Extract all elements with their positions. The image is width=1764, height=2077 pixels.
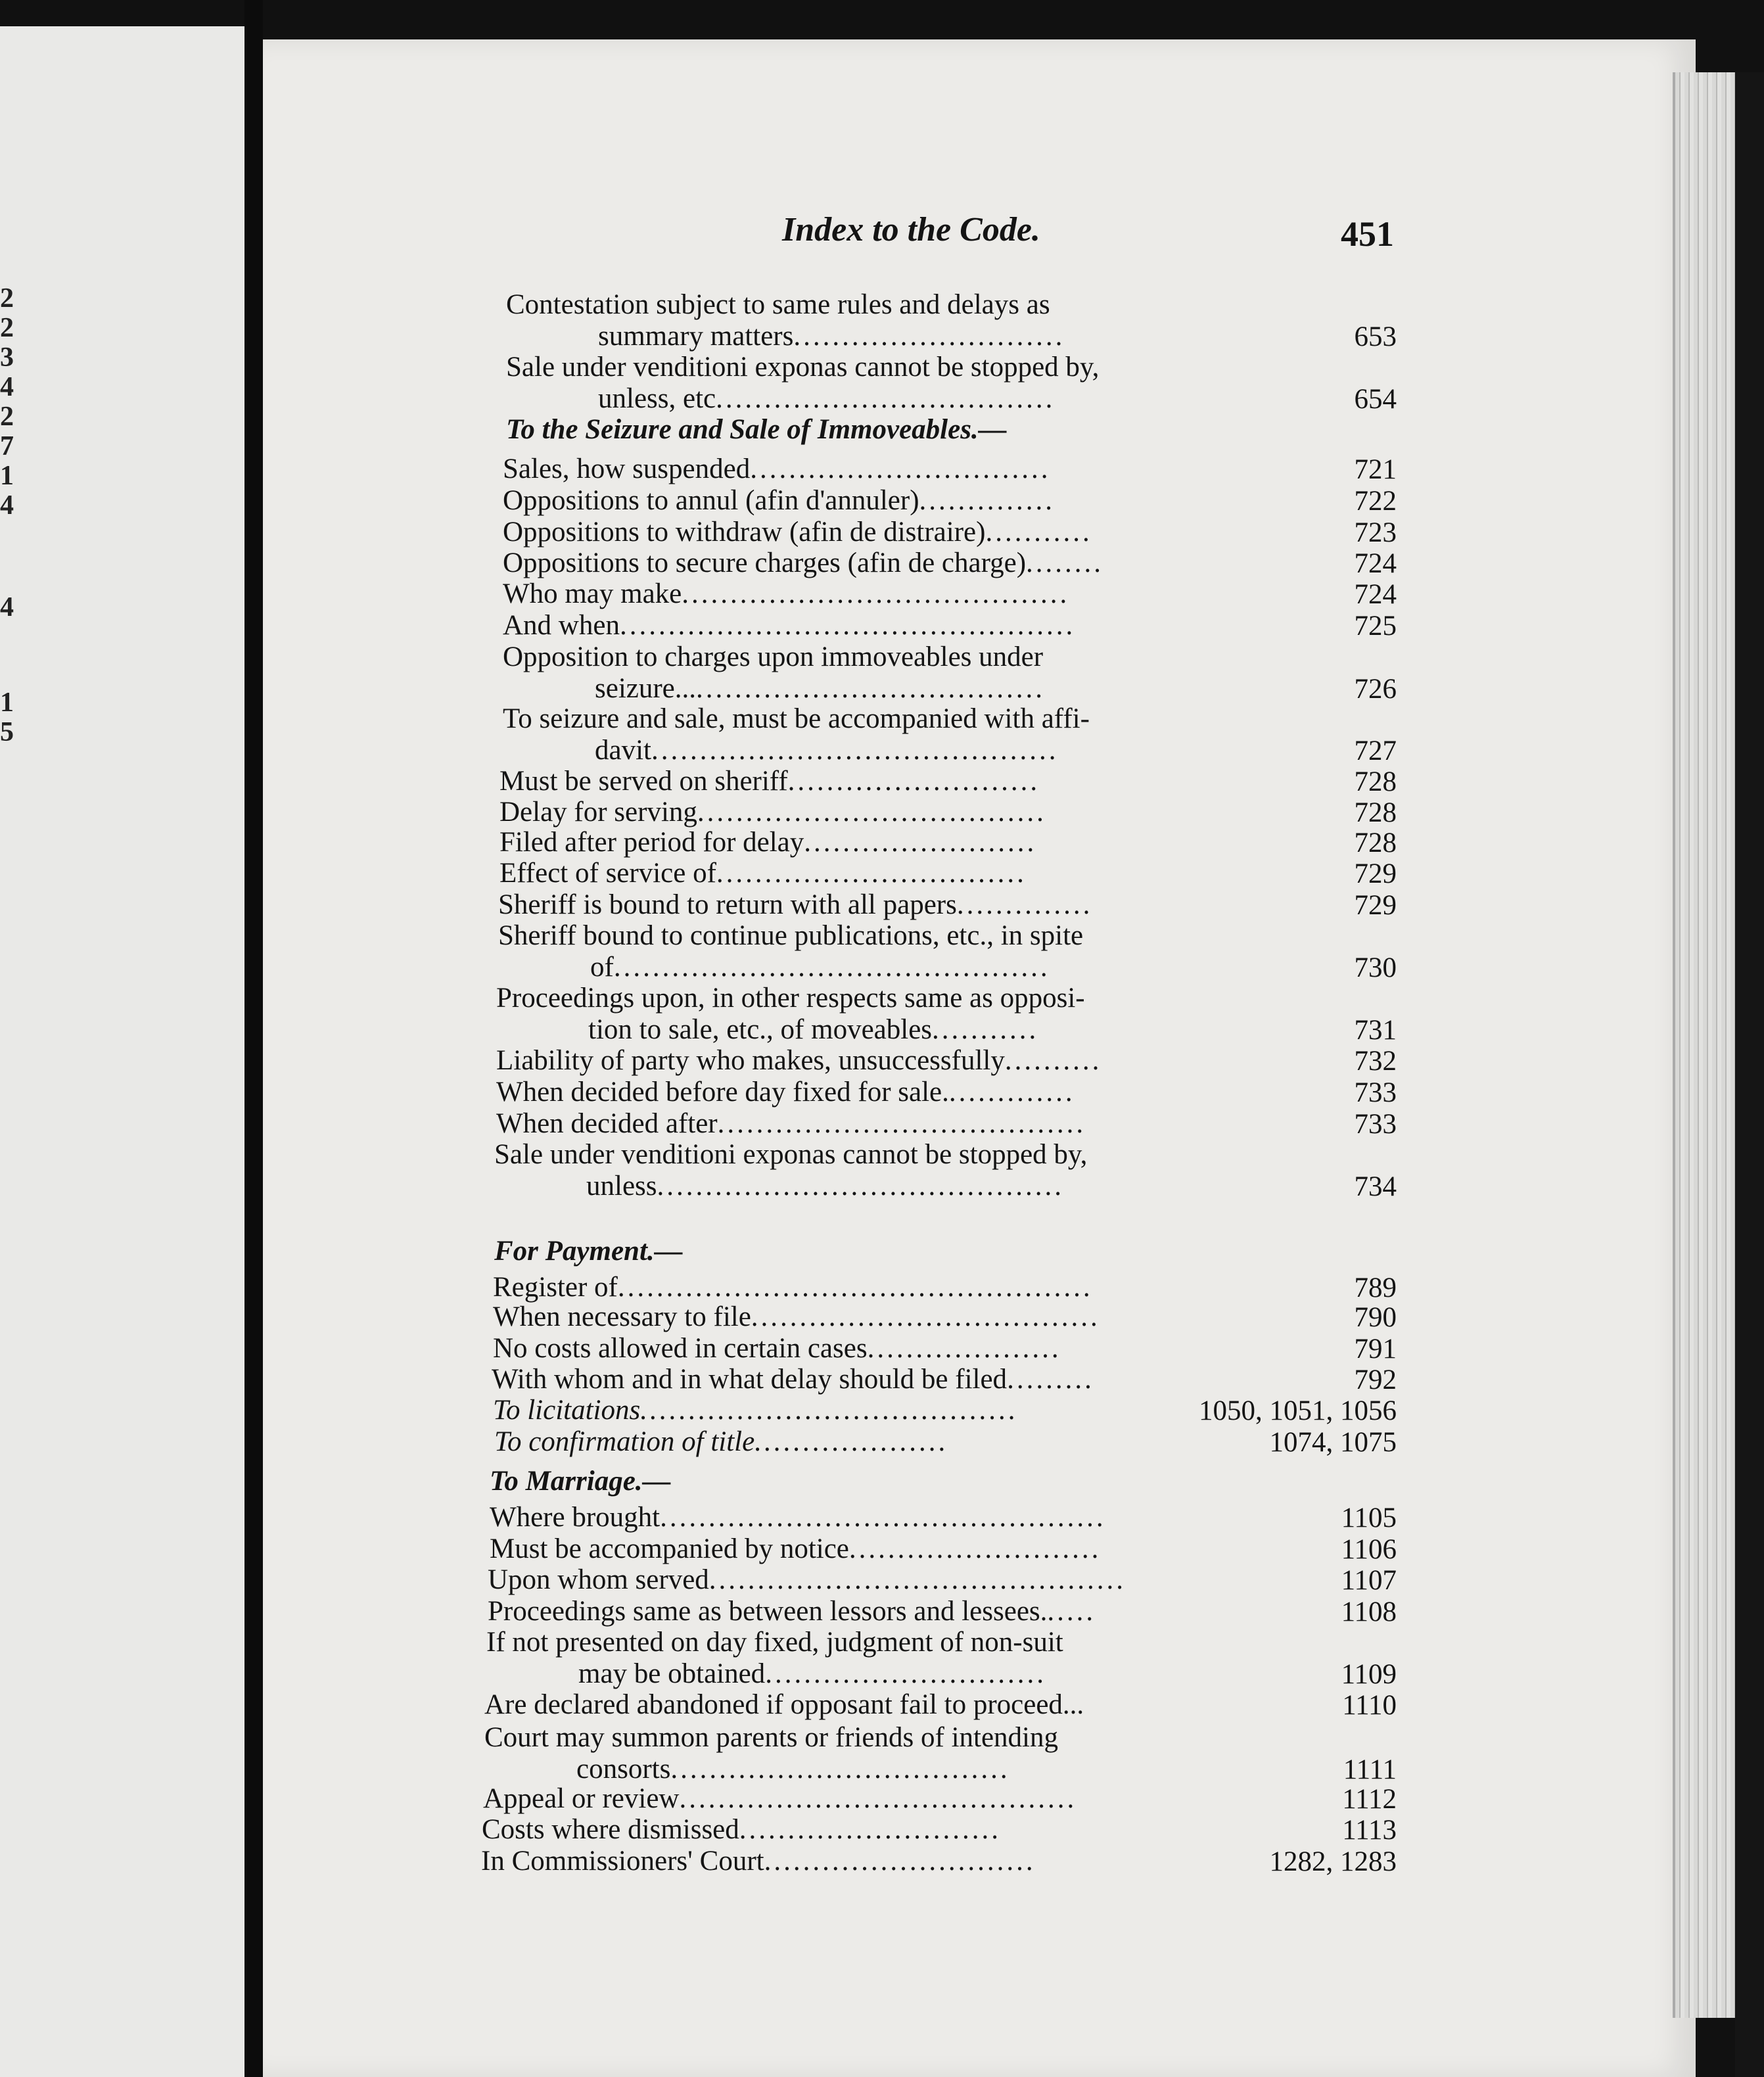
leader-dots: ........................................... bbox=[708, 1564, 1126, 1595]
running-header: Index to the Code. bbox=[782, 211, 1040, 248]
entry-text: Proceedings upon, in other respects same as opposi- bbox=[496, 983, 1085, 1014]
left-fragment: 1 bbox=[0, 688, 14, 718]
index-entry bbox=[498, 889, 1092, 921]
entry-line bbox=[496, 1045, 1102, 1077]
page-reference: 721 bbox=[1354, 454, 1397, 485]
entry-text: Who may make bbox=[503, 578, 682, 609]
index-entry bbox=[496, 1045, 1102, 1077]
entry-text: Contestation subject to same rules and delays as bbox=[506, 289, 1050, 320]
book-gutter bbox=[244, 0, 263, 2077]
entry-line bbox=[499, 797, 1046, 828]
entry-line bbox=[503, 578, 1069, 610]
leader-dots: ........... bbox=[985, 517, 1092, 548]
leader-dots: ............................ bbox=[764, 1846, 1036, 1877]
entry-text: To seizure and sale, must be accompanied with affi- bbox=[503, 703, 1090, 734]
entry-text: Liability of party who makes, unsuccessfully bbox=[496, 1045, 1005, 1076]
page-reference: 653 bbox=[1354, 321, 1397, 352]
index-entry bbox=[503, 610, 1075, 642]
entry-text: Proceedings same as between lessors and lessees. bbox=[488, 1596, 1048, 1627]
index-entry bbox=[488, 1564, 1126, 1596]
leader-dots: .............. bbox=[956, 889, 1093, 920]
index-entry bbox=[493, 1272, 1093, 1303]
leader-dots: .......................... bbox=[848, 1533, 1102, 1564]
leader-dots: ...................................... bbox=[717, 1108, 1086, 1139]
entry-text: When decided before day fixed for sale. bbox=[496, 1077, 949, 1108]
leader-dots: .................... bbox=[754, 1426, 949, 1457]
entry-line bbox=[499, 858, 1027, 889]
page-reference: 792 bbox=[1354, 1365, 1397, 1395]
entry-text: Oppositions to annul (afin d'annuler) bbox=[503, 485, 919, 516]
page-reference: 732 bbox=[1354, 1046, 1397, 1077]
index-entry bbox=[484, 1689, 1084, 1721]
entry-text: unless bbox=[586, 1171, 657, 1202]
page-reference: 729 bbox=[1354, 890, 1397, 921]
index-entry bbox=[490, 1502, 1106, 1533]
page-reference: 1050, 1051, 1056 bbox=[1199, 1395, 1397, 1426]
entry-text: Sale under venditioni exponas cannot be stopped by, bbox=[506, 352, 1100, 383]
entry-text: davit bbox=[595, 735, 651, 766]
entry-line bbox=[503, 673, 1045, 705]
entry-text: With whom and in what delay should be filed bbox=[492, 1364, 1008, 1395]
entry-text: Oppositions to secure charges (afin de charge) bbox=[503, 548, 1027, 578]
leader-dots: .............. bbox=[919, 485, 1056, 516]
leader-dots: ........................... bbox=[739, 1814, 1002, 1845]
entry-text: may be obtained bbox=[578, 1658, 766, 1689]
entry-line bbox=[503, 548, 1103, 579]
leader-dots: ............................ bbox=[793, 321, 1065, 352]
entry-text: summary matters bbox=[598, 321, 794, 352]
entry-text: Filed after period for delay bbox=[499, 827, 804, 858]
entry-line bbox=[481, 1846, 1036, 1877]
entry-line bbox=[496, 983, 1085, 1014]
entry-text: Costs where dismissed bbox=[482, 1814, 739, 1845]
index-entry bbox=[492, 1364, 1094, 1395]
leader-dots: .................... bbox=[867, 1333, 1061, 1364]
entry-line bbox=[493, 1333, 1061, 1365]
leader-dots: ................................... bbox=[670, 1754, 1010, 1785]
index-entry bbox=[506, 352, 1099, 415]
leader-dots: .................................... bbox=[697, 797, 1046, 828]
entry-line bbox=[496, 1108, 1086, 1140]
entry-line bbox=[498, 920, 1083, 952]
entry-line bbox=[503, 642, 1045, 673]
leader-dots: ................................................. bbox=[617, 1272, 1093, 1303]
left-fragment: 4 bbox=[0, 592, 14, 622]
entry-line bbox=[494, 1171, 1087, 1202]
entry-text: Must be accompanied by notice bbox=[490, 1533, 849, 1564]
page-reference: 728 bbox=[1354, 766, 1397, 797]
entry-text: tion to sale, etc., of moveables bbox=[588, 1014, 933, 1045]
entry-line bbox=[484, 1689, 1084, 1721]
page-reference: 733 bbox=[1354, 1077, 1397, 1108]
page-reference: 727 bbox=[1354, 735, 1397, 766]
index-entry bbox=[503, 454, 1050, 485]
entry-line bbox=[494, 1139, 1087, 1171]
entry-line bbox=[499, 827, 1036, 858]
leader-dots: .............................................. bbox=[660, 1502, 1106, 1533]
entry-line bbox=[494, 1426, 948, 1458]
page-reference: 724 bbox=[1354, 579, 1397, 610]
leader-dots: .......................................... bbox=[651, 735, 1059, 766]
index-entry bbox=[484, 1722, 1058, 1785]
page-reference: 729 bbox=[1354, 858, 1397, 889]
page-reference: 1107 bbox=[1341, 1565, 1397, 1596]
page-reference: 722 bbox=[1354, 486, 1397, 517]
leader-dots: ................................ bbox=[716, 858, 1027, 889]
leader-dots: ................................... bbox=[716, 383, 1056, 414]
index-entry bbox=[493, 1395, 1018, 1426]
section-heading: To Marriage.— bbox=[490, 1466, 671, 1497]
entry-text: Opposition to charges upon immoveables under bbox=[503, 642, 1044, 672]
index-entry bbox=[496, 1108, 1086, 1140]
index-entry bbox=[503, 517, 1092, 548]
page-reference: 730 bbox=[1354, 952, 1397, 983]
entry-text: Sales, how suspended bbox=[503, 454, 751, 484]
page-reference: 723 bbox=[1354, 517, 1397, 548]
leader-dots: .................................... bbox=[696, 673, 1046, 704]
leader-dots: .................................... bbox=[751, 1301, 1100, 1332]
entry-line bbox=[492, 1364, 1094, 1395]
index-entry bbox=[503, 578, 1069, 610]
entry-line bbox=[482, 1814, 1001, 1846]
entry-line bbox=[483, 1783, 1077, 1815]
left-fragment: 4 bbox=[0, 372, 14, 402]
page-reference: 654 bbox=[1354, 384, 1397, 415]
leader-dots: ........... bbox=[932, 1014, 1039, 1045]
index-entry bbox=[496, 983, 1085, 1046]
leader-dots: ............................................. bbox=[613, 952, 1050, 983]
entry-text: Register of bbox=[493, 1272, 618, 1303]
left-fragment: 3 bbox=[0, 342, 14, 373]
page-reference: 733 bbox=[1354, 1109, 1397, 1140]
leader-dots: .......................................... bbox=[657, 1171, 1064, 1202]
book-cover-edge bbox=[1735, 72, 1764, 2077]
entry-text: To licitations bbox=[493, 1395, 641, 1426]
page-reference: 1106 bbox=[1341, 1534, 1397, 1565]
entry-text: Sale under venditioni exponas cannot be stopped by, bbox=[494, 1139, 1088, 1170]
entry-line bbox=[490, 1533, 1101, 1565]
leader-dots: ........................................ bbox=[682, 578, 1070, 609]
page-reference: 725 bbox=[1354, 611, 1397, 642]
index-entry bbox=[503, 485, 1055, 517]
page-reference: 1111 bbox=[1343, 1754, 1397, 1785]
entry-line bbox=[496, 1077, 1075, 1108]
entry-line bbox=[498, 952, 1083, 983]
leader-dots: ......................................... bbox=[679, 1783, 1077, 1814]
index-entry bbox=[483, 1783, 1077, 1815]
entry-line bbox=[496, 1014, 1085, 1046]
left-fragment: 4 bbox=[0, 490, 14, 521]
page-reference: 726 bbox=[1354, 674, 1397, 705]
page-reference: 1105 bbox=[1341, 1503, 1397, 1533]
left-fragment: 5 bbox=[0, 717, 14, 747]
page-reference: 1108 bbox=[1341, 1597, 1397, 1627]
entry-line bbox=[506, 321, 1065, 352]
page-reference: 731 bbox=[1354, 1015, 1397, 1046]
left-fragment: 2 bbox=[0, 313, 14, 343]
page-reference: 734 bbox=[1354, 1171, 1397, 1202]
page-reference: 789 bbox=[1354, 1272, 1397, 1303]
entry-line bbox=[498, 889, 1092, 921]
leader-dots: .......................... bbox=[787, 766, 1040, 797]
entry-line bbox=[488, 1564, 1126, 1596]
page-reference: 1282, 1283 bbox=[1269, 1846, 1397, 1877]
index-entry bbox=[499, 797, 1046, 828]
page-reference: 1112 bbox=[1342, 1784, 1397, 1815]
index-entry bbox=[503, 703, 1090, 766]
entry-line bbox=[506, 383, 1099, 415]
entry-line bbox=[493, 1272, 1093, 1303]
entry-text: Delay for serving bbox=[499, 797, 697, 828]
entry-text: Are declared abandoned if opposant fail to proceed... bbox=[484, 1689, 1084, 1720]
left-fragment: 1 bbox=[0, 461, 14, 491]
entry-text: To confirmation of title bbox=[494, 1426, 755, 1457]
left-fragment: 2 bbox=[0, 283, 14, 314]
leader-dots: ..... bbox=[1047, 1596, 1096, 1627]
entry-text: No costs allowed in certain cases bbox=[493, 1333, 868, 1364]
page-reference: 728 bbox=[1354, 797, 1397, 828]
index-entry bbox=[499, 858, 1027, 889]
entry-text: Must be served on sheriff bbox=[499, 766, 788, 797]
page-edges bbox=[1673, 72, 1738, 2018]
page-reference: 791 bbox=[1354, 1334, 1397, 1365]
entry-text: Sheriff bound to continue publications, etc., in spite bbox=[498, 920, 1084, 951]
index-entry bbox=[499, 827, 1036, 858]
index-entry bbox=[488, 1596, 1096, 1627]
leader-dots: ....................................... bbox=[640, 1395, 1019, 1426]
entry-text: Appeal or review bbox=[483, 1783, 680, 1814]
page-reference: 728 bbox=[1354, 828, 1397, 858]
entry-line bbox=[484, 1722, 1058, 1754]
section-heading: For Payment.— bbox=[494, 1236, 683, 1267]
leader-dots: ........ bbox=[1026, 548, 1104, 578]
page-reference: 790 bbox=[1354, 1302, 1397, 1333]
entry-line bbox=[503, 485, 1055, 517]
index-entry bbox=[494, 1139, 1087, 1202]
entry-text: In Commissioners' Court bbox=[481, 1846, 764, 1877]
entry-text: Court may summon parents or friends of intending bbox=[484, 1722, 1058, 1753]
entry-text: Sheriff is bound to return with all papers bbox=[498, 889, 957, 920]
page-reference: 1109 bbox=[1341, 1659, 1397, 1690]
entry-text: of bbox=[590, 952, 614, 983]
entry-text: And when bbox=[503, 610, 620, 641]
index-entry bbox=[493, 1301, 1100, 1333]
index-entry bbox=[503, 642, 1045, 705]
entry-line bbox=[503, 454, 1050, 485]
leader-dots: ........................ bbox=[804, 827, 1037, 858]
index-entry bbox=[481, 1846, 1036, 1877]
entry-line bbox=[486, 1627, 1063, 1658]
entry-line bbox=[484, 1754, 1058, 1785]
left-fragment: 2 bbox=[0, 402, 14, 432]
entry-line bbox=[488, 1596, 1096, 1627]
page-reference: 1074, 1075 bbox=[1269, 1427, 1397, 1458]
entry-text: Upon whom served bbox=[488, 1564, 709, 1595]
entry-text: Effect of service of bbox=[499, 858, 716, 889]
index-entry bbox=[506, 289, 1065, 352]
left-page bbox=[0, 26, 244, 2077]
index-entry bbox=[494, 1426, 948, 1458]
index-entry bbox=[486, 1627, 1063, 1690]
entry-text: consorts bbox=[576, 1754, 671, 1785]
entry-text: When necessary to file bbox=[493, 1301, 751, 1332]
entry-text: seizure... bbox=[595, 673, 697, 704]
leader-dots: ............................................... bbox=[619, 610, 1076, 641]
entry-text: If not presented on day fixed, judgment of non-suit bbox=[486, 1627, 1063, 1658]
index-entry bbox=[496, 1077, 1075, 1108]
index-entry bbox=[498, 920, 1083, 983]
entry-text: When decided after bbox=[496, 1108, 718, 1139]
entry-line bbox=[499, 766, 1040, 797]
entry-text: Where brought bbox=[490, 1502, 661, 1533]
page-reference: 1110 bbox=[1342, 1690, 1397, 1721]
index-entry bbox=[482, 1814, 1001, 1846]
index-entry bbox=[503, 548, 1103, 579]
entry-line bbox=[503, 735, 1090, 766]
page-reference: 724 bbox=[1354, 548, 1397, 579]
entry-line bbox=[486, 1658, 1063, 1690]
entry-line bbox=[506, 289, 1065, 321]
leader-dots: ............. bbox=[948, 1077, 1075, 1108]
index-entry bbox=[493, 1333, 1061, 1365]
index-entry bbox=[490, 1533, 1101, 1565]
leader-dots: ............................... bbox=[750, 454, 1051, 484]
entry-line bbox=[490, 1502, 1106, 1533]
entry-line bbox=[503, 517, 1092, 548]
section-heading: To the Seizure and Sale of Immoveables.— bbox=[506, 414, 1007, 445]
entry-text: Oppositions to withdraw (afin de distraire) bbox=[503, 517, 986, 548]
index-entry bbox=[499, 766, 1040, 797]
leader-dots: ......... bbox=[1007, 1364, 1094, 1395]
entry-line bbox=[503, 610, 1075, 642]
entry-line bbox=[493, 1395, 1018, 1426]
entry-line bbox=[503, 703, 1090, 735]
leader-dots: ............................. bbox=[765, 1658, 1046, 1689]
leader-dots: .......... bbox=[1004, 1045, 1102, 1076]
page-reference: 1113 bbox=[1342, 1815, 1397, 1846]
entry-text: unless, etc bbox=[598, 383, 716, 414]
left-fragment: 7 bbox=[0, 431, 14, 461]
page-number: 451 bbox=[1341, 214, 1394, 254]
entry-line bbox=[493, 1301, 1100, 1333]
entry-line bbox=[506, 352, 1099, 383]
